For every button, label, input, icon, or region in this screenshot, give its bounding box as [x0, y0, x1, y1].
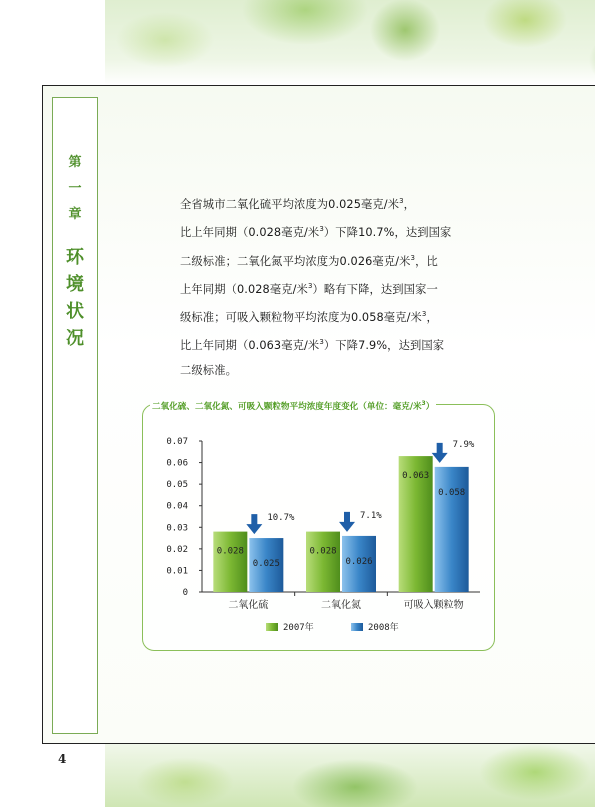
- chapter-title-char: 环: [66, 247, 84, 268]
- y-tick-label: 0.04: [166, 501, 188, 512]
- x-tick-label: 二氧化氮: [321, 600, 361, 611]
- decrease-arrow-icon: [246, 514, 262, 534]
- data-label: 0.063: [402, 471, 430, 482]
- y-tick-label: 0.03: [166, 523, 188, 534]
- legend-swatch: [351, 623, 363, 631]
- x-tick-label: 可吸入颗粒物: [403, 600, 464, 611]
- paragraph-line: 全省城市二氧化硫平均浓度为0.025毫克/米$^3$，: [180, 197, 416, 211]
- paragraph-line: 二级标准。: [180, 363, 237, 377]
- data-label: 0.026: [345, 556, 373, 567]
- page-number: 4: [58, 752, 67, 766]
- chapter-char: 一: [68, 181, 82, 196]
- bar-chart: [142, 420, 493, 649]
- bar: [435, 467, 469, 592]
- chapter-sidebar: [52, 97, 98, 734]
- paragraph-line: 比上年同期（0.063毫克/米$^3$）下降7.9%，达到国家: [180, 338, 445, 353]
- legend-swatch: [266, 623, 278, 631]
- decrease-arrow-icon: [339, 512, 355, 532]
- chapter-title-char: 境: [66, 274, 84, 295]
- top-leaf-banner: [105, 0, 595, 85]
- legend-label: 2007年: [283, 623, 314, 633]
- paragraph-line: 比上年同期（0.028毫克/米$^3$）下降10.7%，达到国家: [180, 225, 452, 240]
- paragraph-line: 二级标准；二氧化氮平均浓度为0.026毫克/米$^3$，比: [180, 253, 438, 268]
- bottom-leaf-banner: [105, 742, 595, 807]
- legend-label: 2008年: [368, 623, 399, 633]
- y-tick-label: 0.06: [166, 458, 188, 469]
- chapter-char: 章: [68, 207, 82, 222]
- paragraph-line: 级标准；可吸入颗粒物平均浓度为0.058毫克/米$^3$，: [180, 310, 438, 325]
- y-tick-label: 0.07: [166, 437, 188, 447]
- y-tick-label: 0.01: [166, 566, 188, 577]
- y-tick-label: 0: [182, 588, 188, 598]
- chapter-title-char: 况: [66, 328, 84, 349]
- y-tick-label: 0.02: [166, 544, 188, 555]
- chapter-char: 第: [68, 155, 82, 170]
- data-label: 0.025: [252, 559, 280, 570]
- decrease-arrow-icon: [432, 443, 448, 463]
- change-label: 7.1%: [360, 510, 382, 521]
- data-label: 0.028: [216, 546, 244, 557]
- x-tick-label: 二氧化硫: [228, 600, 269, 611]
- chart-title: 二氧化硫、二氧化氮、可吸入颗粒物平均浓度年度变化（单位：毫克/米$^3$）: [152, 400, 435, 412]
- paragraph-line: 上年同期（0.028毫克/米$^3$）略有下降，达到国家一: [180, 281, 438, 296]
- change-label: 10.7%: [267, 513, 295, 524]
- chapter-heading: [53, 150, 97, 352]
- data-label: 0.058: [438, 487, 466, 498]
- data-label: 0.028: [309, 546, 337, 557]
- change-label: 7.9%: [452, 439, 475, 450]
- y-tick-label: 0.05: [166, 480, 188, 491]
- body-paragraph: [180, 189, 468, 383]
- bar: [306, 532, 340, 592]
- chapter-title-char: 状: [66, 301, 84, 322]
- bar: [213, 532, 247, 592]
